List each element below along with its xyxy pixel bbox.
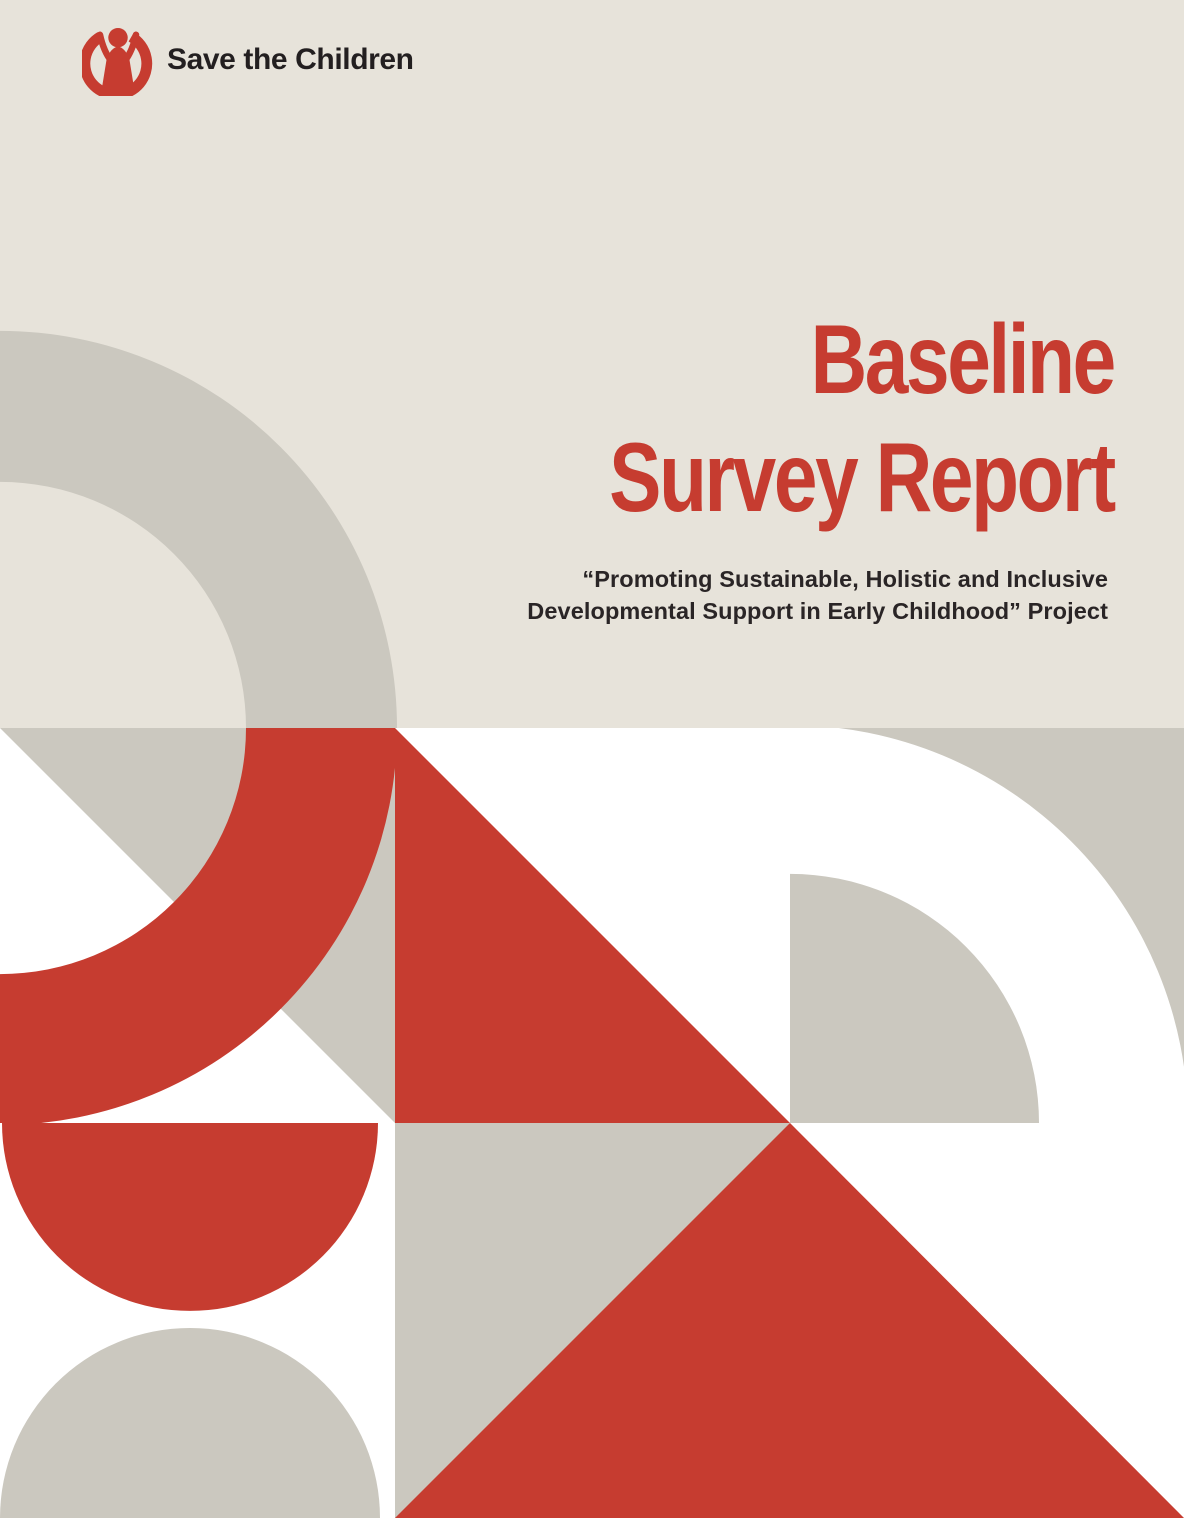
brand-logo: [82, 24, 414, 96]
report-title-line2: Survey Report: [609, 422, 1114, 532]
project-subtitle: [527, 564, 1108, 627]
report-title: [609, 300, 1114, 536]
project-subtitle-line1: “Promoting Sustainable, Holistic and Inclusive: [582, 566, 1108, 592]
logo-child-head: [108, 28, 127, 47]
project-subtitle-line2: Developmental Support in Early Childhood” Project: [527, 597, 1108, 624]
brand-name: Save the Children: [167, 43, 414, 76]
save-the-children-icon: [82, 24, 154, 96]
report-title-line1: Baseline: [810, 304, 1114, 414]
